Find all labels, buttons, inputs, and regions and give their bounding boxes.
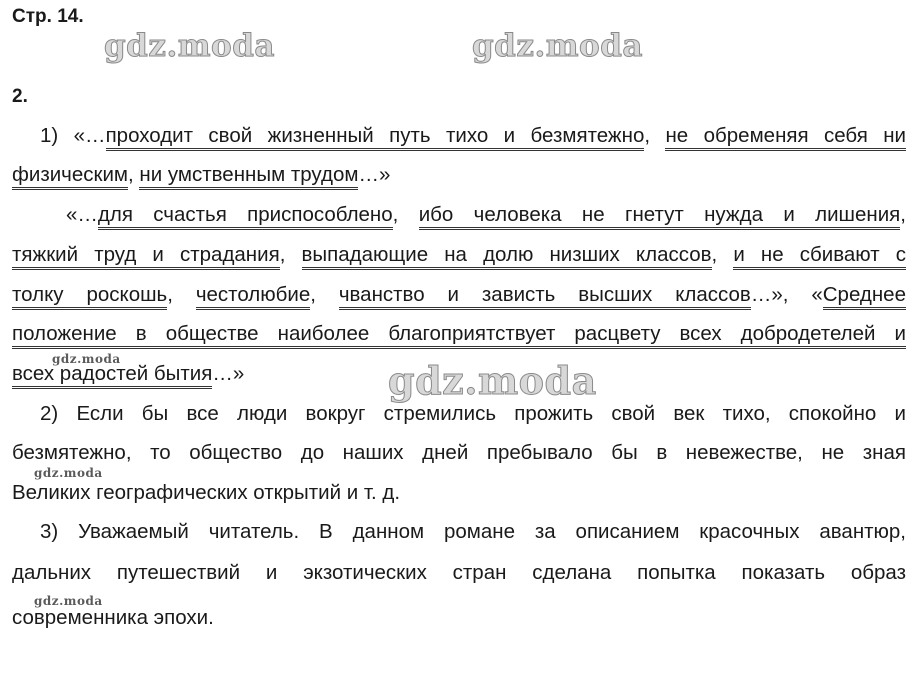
underlined-phrase: ибо человека не гнетут нужда и лишения [419, 203, 901, 230]
underlined-phrase: физическим [12, 163, 128, 190]
underlined-phrase: ни умственным трудом [139, 163, 358, 190]
answer-3-line-2: дальних путешествий и экзотических стран сделана попытка показать образ [12, 561, 906, 584]
text-fragment: …» [212, 362, 245, 385]
underlined-phrase: чванство и зависть высших классов [339, 283, 751, 310]
underlined-phrase: выпадающие на долю низших классов [302, 243, 712, 270]
text-fragment: , [392, 203, 419, 226]
text-fragment: 1) «… [40, 124, 106, 147]
text-fragment: …», « [750, 283, 823, 306]
watermark-logo: gdz.moda [388, 358, 597, 403]
text-fragment: , [644, 124, 666, 147]
watermark-logo: gdz.moda [34, 466, 103, 480]
answer-2-line-2: безмятежно, то общество до наших дней пребывало бы в невежестве, не зная [12, 441, 906, 464]
underlined-phrase: Среднее [823, 283, 906, 310]
answer-1-line-2 [12, 163, 906, 187]
answer-1-line-7 [12, 362, 906, 386]
text-fragment: , [279, 243, 302, 266]
underlined-phrase: всех радостей бытия [12, 362, 212, 389]
watermark-logo: gdz.moda [104, 28, 275, 64]
answer-1-line-6 [12, 322, 906, 346]
underlined-phrase: для счастья приспособлено [98, 203, 393, 230]
answer-2-line-1: 2) Если бы все люди вокруг стремились прожить свой век тихо, спокойно и [40, 402, 906, 425]
underlined-phrase: проходит свой жизненный путь тихо и безмятежно [106, 124, 645, 151]
answer-3-line-1: 3) Уважаемый читатель. В данном романе за описанием красочных авантюр, [40, 520, 906, 543]
task-number: 2. [12, 86, 28, 107]
watermark-logo: gdz.moda [52, 352, 121, 366]
text-fragment: «… [66, 203, 98, 226]
underlined-phrase: и не сбивают с [733, 243, 906, 270]
text-fragment: , [900, 203, 906, 226]
underlined-phrase: не обременяя себя ни [665, 124, 906, 151]
text-fragment: , [128, 163, 140, 186]
answer-1-line-3 [66, 203, 906, 227]
text-fragment: …» [358, 163, 391, 186]
text-fragment: , [310, 283, 339, 306]
answer-2-line-3: Великих географических открытий и т. д. [12, 481, 401, 504]
answer-1-line-4 [12, 243, 906, 267]
underlined-phrase: честолюбие [196, 283, 310, 310]
answer-1-line-5 [12, 283, 906, 307]
underlined-phrase: тяжкий труд и страдания [12, 243, 280, 270]
text-fragment: , [711, 243, 734, 266]
page-title: Стр. 14. [12, 6, 84, 27]
underlined-phrase: толку роскошь [12, 283, 167, 310]
watermark-logo: gdz.moda [34, 594, 103, 608]
watermark-logo: gdz.moda [472, 28, 643, 64]
underlined-phrase: положение в обществе наиболее благоприятствует расцвету всех добродетелей и [12, 322, 906, 349]
text-fragment: , [167, 283, 196, 306]
answer-1-line-1 [40, 124, 906, 148]
answer-3-line-3: современника эпохи. [12, 606, 214, 629]
